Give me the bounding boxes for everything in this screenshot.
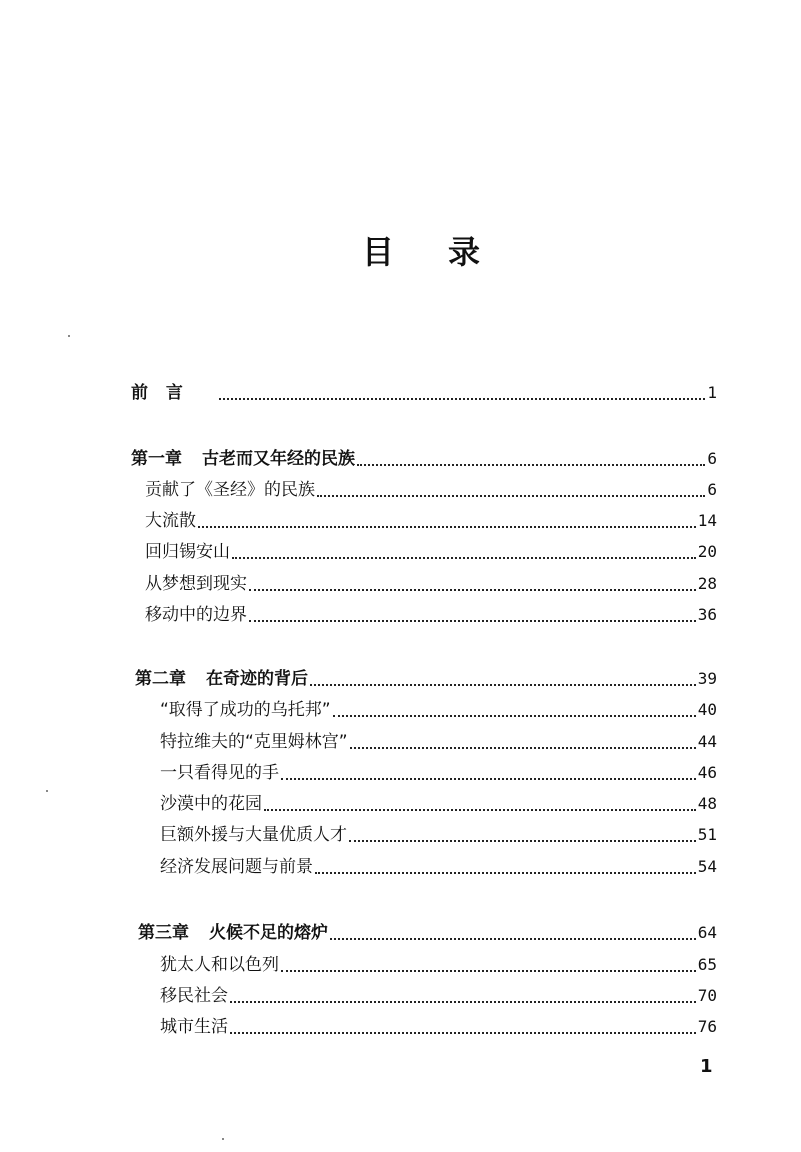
leader-dots [281,970,696,972]
toc-label: 古老而又年经的民族 [202,449,355,469]
page-number: 6 [707,480,717,499]
toc-entry-chapter-1[interactable] [131,448,717,470]
chapter-number: 第三章 [138,923,189,943]
leader-dots [230,1032,696,1034]
title-char-1: 目 [362,233,395,271]
leader-dots [317,495,705,497]
page-number: 40 [697,700,717,719]
toc-entry-preface[interactable] [131,382,717,404]
scan-speck [68,335,70,337]
leader-dots [232,557,696,559]
page-number: 51 [697,825,717,844]
page-number: 64 [697,923,717,942]
toc-entry-section[interactable] [160,954,717,976]
page-number: 39 [697,669,717,688]
leader-dots [333,715,696,717]
leader-dots [198,526,696,528]
leader-dots [310,684,696,686]
page-number: 6 [707,449,717,468]
scan-speck [222,1138,224,1140]
leader-dots [330,938,696,940]
toc-entry-section[interactable] [145,479,717,501]
page-folio: 1 [700,1056,713,1077]
title-char-2: 录 [448,233,481,271]
page-number: 76 [697,1017,717,1036]
leader-dots [315,872,696,874]
page-number: 54 [697,857,717,876]
leader-dots [249,620,696,622]
toc-entry-chapter-3[interactable] [138,922,717,944]
toc-label: 经济发展问题与前景 [160,857,313,877]
toc-label: 移民社会 [160,986,228,1006]
toc-label: 在奇迹的背后 [206,669,308,689]
toc-entry-section[interactable] [145,541,717,563]
page-number: 46 [697,763,717,782]
toc-label: 火候不足的熔炉 [209,923,328,943]
leader-dots [230,1001,696,1003]
leader-dots [281,778,696,780]
toc-entry-section[interactable] [160,699,717,721]
chapter-number: 第一章 [131,449,182,469]
page-number: 28 [697,574,717,593]
leader-dots [264,809,696,811]
toc-label: 沙漠中的花园 [160,794,262,814]
toc-label: 前 言 [131,383,189,403]
toc-entry-section[interactable] [145,510,717,532]
toc-label: 犹太人和以色列 [160,955,279,975]
toc-entry-section[interactable] [160,985,717,1007]
leader-dots [357,464,705,466]
toc-label: 城市生活 [160,1017,228,1037]
toc-entry-section[interactable] [145,573,717,595]
toc-entry-section[interactable] [160,762,717,784]
page-number: 36 [697,605,717,624]
page-number: 14 [697,511,717,530]
toc-label: 从梦想到现实 [145,574,247,594]
leader-dots [219,398,705,400]
toc-label: 大流散 [145,511,196,531]
page-number: 48 [697,794,717,813]
leader-dots [349,840,696,842]
toc-label: 贡献了《圣经》的民族 [145,480,315,500]
toc-label: 移动中的边界 [145,605,247,625]
toc-entry-chapter-2[interactable] [135,668,717,690]
toc-label: “取得了成功的乌托邦” [160,700,331,720]
leader-dots [350,747,696,749]
page-title [0,232,801,272]
toc-entry-section[interactable] [145,604,717,626]
page-number: 65 [697,955,717,974]
toc-label: 特拉维夫的“克里姆林宫” [160,732,348,752]
toc-entry-section[interactable] [160,793,717,815]
toc-label: 回归锡安山 [145,542,230,562]
chapter-number: 第二章 [135,669,186,689]
toc-entry-section[interactable] [160,1016,717,1038]
leader-dots [249,589,696,591]
page-number: 1 [707,383,717,402]
toc-entry-section[interactable] [160,856,717,878]
page-number: 44 [697,732,717,751]
page-number: 20 [697,542,717,561]
toc-label: 巨额外援与大量优质人才 [160,825,347,845]
toc-entry-section[interactable] [160,824,717,846]
scan-speck [46,790,48,792]
toc-entry-section[interactable] [160,731,717,753]
toc-label: 一只看得见的手 [160,763,279,783]
page-number: 70 [697,986,717,1005]
